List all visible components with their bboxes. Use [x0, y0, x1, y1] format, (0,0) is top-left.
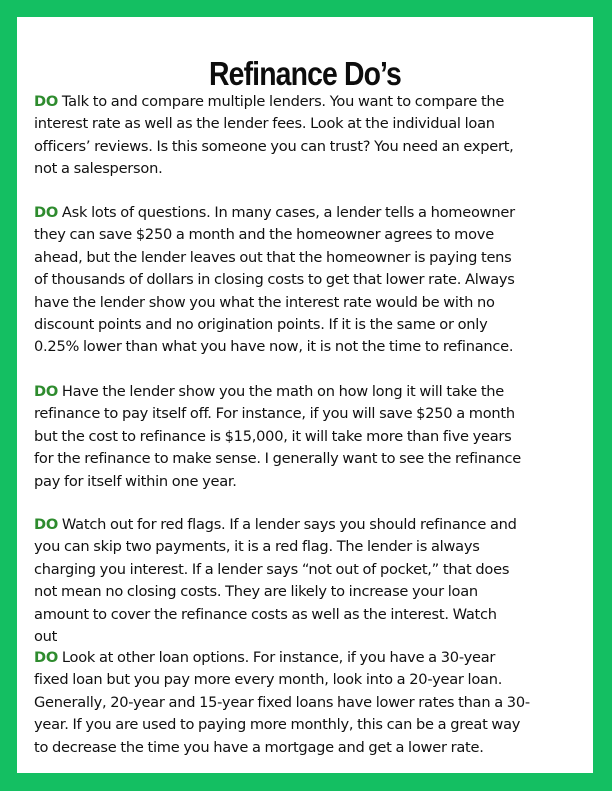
text-line: refinance to pay itself off. For instance, if you will save $250 a month: [34, 405, 515, 423]
do-label: DO: [34, 93, 59, 110]
do-label: DO: [34, 516, 59, 533]
text-line: [34, 381, 586, 403]
document-page: [17, 17, 593, 773]
do-label: DO: [34, 204, 59, 221]
text-segment: Ask lots of questions. In many cases, a lender tells a homeowner: [58, 204, 515, 221]
do-item-ask-questions: [34, 202, 586, 359]
text-line: they can save $250 a month and the homeowner agrees to move: [34, 226, 494, 244]
text-line: to decrease the time you have a mortgage and get a lower rate.: [34, 738, 484, 756]
text-segment: Look at other loan options. For instance, if you have a 30-year: [58, 649, 496, 666]
text-line: not a salesperson.: [34, 160, 163, 178]
text-segment: Watch out for red flags. If a lender says you should refinance and: [58, 516, 517, 533]
text-line: [34, 647, 586, 669]
text-line: not mean no closing costs. They are likely to increase your loan: [34, 583, 478, 601]
text-line: pay for itself within one year.: [34, 472, 237, 490]
text-line: of thousands of dollars in closing costs to get that lower rate. Always: [34, 271, 515, 289]
text-line: but the cost to refinance is $15,000, it will take more than five years: [34, 427, 512, 445]
text-line: [34, 91, 586, 113]
text-line: ahead, but the lender leaves out that the homeowner is paying tens: [34, 248, 512, 266]
text-line: charging you interest. If a lender says “not out of pocket,” that does: [34, 560, 510, 578]
text-line: [34, 202, 586, 224]
text-line: officers’ reviews. Is this someone you can trust? You need an expert,: [34, 137, 514, 155]
page-title: Refinance Do’s: [209, 55, 401, 92]
do-item-loan-options: [34, 647, 586, 759]
text-line: fixed loan but you pay more every month, look into a 20-year loan.: [34, 671, 503, 689]
text-line: for the refinance to make sense. I generally want to see the refinance: [34, 450, 522, 468]
text-line: you can skip two payments, it is a red flag. The lender is always: [34, 538, 480, 556]
do-label: DO: [34, 383, 59, 400]
text-segment: Talk to and compare multiple lenders. You want to compare the: [58, 93, 505, 110]
text-segment: Have the lender show you the math on how long it will take the: [58, 383, 505, 400]
do-label: DO: [34, 649, 59, 666]
text-line: discount points and no origination points. If it is the same or only: [34, 316, 488, 334]
text-line: year. If you are used to paying more monthly, this can be a great way: [34, 716, 521, 734]
text-line: amount to cover the refinance costs as well as the interest. Watch: [34, 605, 497, 623]
text-line: [34, 514, 586, 536]
do-item-show-math: [34, 381, 586, 493]
text-line: have the lender show you what the interest rate would be with no: [34, 293, 495, 311]
text-line: Generally, 20-year and 15-year fixed loans have lower rates than a 30-: [34, 693, 530, 711]
do-item-compare-lenders: [34, 91, 586, 181]
text-line: 0.25% lower than what you have now, it is not the time to refinance.: [34, 338, 514, 356]
text-line: interest rate as well as the lender fees. Look at the individual loan: [34, 115, 495, 133]
text-line: out: [34, 628, 58, 646]
do-item-red-flags: [34, 514, 586, 648]
